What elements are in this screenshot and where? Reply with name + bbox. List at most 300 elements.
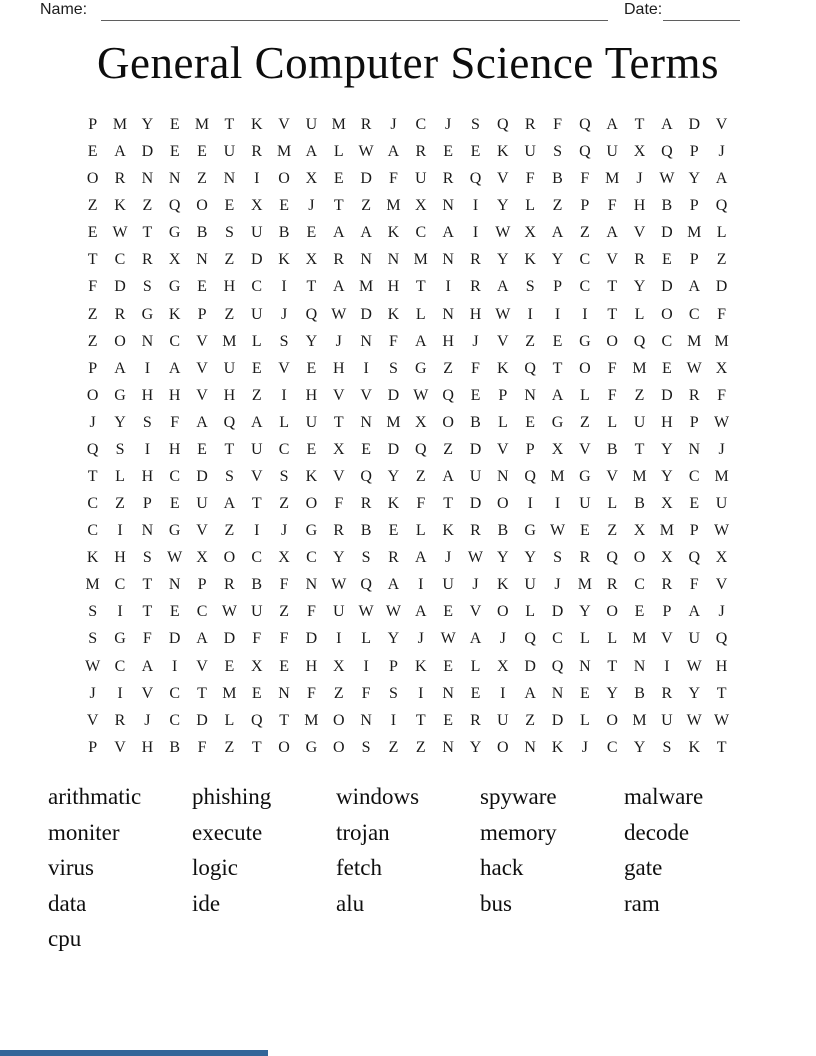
grid-letter: D [196, 468, 208, 486]
grid-letter: Z [224, 522, 235, 540]
grid-letter: Z [197, 170, 207, 188]
grid-letter: Z [333, 684, 344, 702]
grid-letter: F [607, 197, 617, 215]
grid-letter: W [331, 576, 347, 594]
grid-row [79, 707, 735, 734]
grid-row [79, 463, 735, 490]
grid-letter: R [360, 495, 372, 513]
word-item: logic [192, 855, 238, 881]
grid-letter: M [386, 413, 401, 431]
grid-letter: N [579, 657, 591, 675]
grid-letter: Q [715, 197, 728, 215]
grid-letter: M [222, 684, 237, 702]
grid-row [79, 653, 735, 680]
grid-letter: S [525, 278, 535, 296]
grid-letter: Q [442, 386, 454, 404]
grid-letter: C [169, 332, 181, 350]
grid-letter: Y [141, 116, 154, 133]
grid-letter: K [387, 305, 400, 323]
grid-letter: M [194, 116, 210, 133]
grid-letter: W [686, 657, 702, 675]
grid-letter: Z [443, 440, 454, 458]
grid-letter: R [114, 305, 126, 323]
grid-letter: M [714, 468, 729, 486]
grid-letter: Q [661, 143, 673, 161]
grid-letter: V [661, 630, 673, 648]
grid-letter: I [254, 170, 260, 188]
grid-letter: C [169, 468, 181, 486]
grid-letter: M [714, 332, 729, 350]
grid-row [79, 571, 735, 598]
grid-letter: Q [524, 468, 536, 486]
grid-letter: X [497, 657, 509, 675]
grid-letter: D [661, 386, 673, 404]
grid-row [79, 490, 735, 517]
grid-letter: C [114, 576, 126, 594]
grid-letter: T [716, 738, 727, 756]
grid-letter: E [306, 440, 317, 458]
grid-letter: M [632, 711, 647, 729]
grid-letter: Q [551, 657, 564, 675]
grid-letter: M [632, 359, 647, 377]
grid-letter: U [223, 143, 236, 161]
grid-letter: S [224, 224, 234, 242]
grid-letter: O [278, 170, 290, 188]
grid-letter: R [579, 549, 591, 567]
grid-letter: G [305, 522, 318, 540]
grid-letter: E [197, 278, 207, 296]
grid-letter: O [606, 332, 618, 350]
grid-letter: V [141, 684, 154, 702]
grid-letter: Y [551, 251, 564, 269]
grid-letter: E [470, 684, 481, 702]
grid-letter: H [715, 657, 728, 675]
grid-letter: I [418, 576, 424, 594]
grid-letter: P [88, 359, 98, 377]
grid-letter: P [142, 495, 152, 513]
grid-letter: F [306, 603, 316, 621]
grid-letter: E [87, 224, 98, 242]
grid-letter: U [223, 359, 236, 377]
grid-letter: D [661, 278, 673, 296]
grid-row [79, 192, 735, 219]
grid-row [79, 625, 735, 652]
grid-letter: O [633, 549, 646, 567]
grid-letter: L [251, 332, 262, 350]
grid-letter: Z [279, 603, 289, 621]
grid-letter: N [387, 251, 400, 269]
grid-letter: N [305, 576, 318, 594]
grid-letter: G [579, 468, 591, 486]
grid-letter: Q [415, 440, 427, 458]
grid-letter: J [581, 738, 588, 756]
grid-letter: A [715, 170, 728, 188]
word-bank-column [192, 779, 271, 921]
grid-letter: R [114, 170, 126, 188]
grid-letter: F [170, 413, 180, 431]
grid-letter: L [607, 630, 618, 648]
grid-letter: P [389, 657, 398, 675]
grid-letter: I [554, 495, 561, 513]
grid-letter: A [661, 116, 673, 133]
word-item: alu [336, 890, 365, 916]
grid-letter: I [527, 305, 533, 323]
grid-letter: K [387, 495, 400, 513]
grid-letter: O [497, 495, 509, 513]
grid-letter: X [250, 657, 263, 675]
grid-letter: N [633, 657, 646, 675]
grid-letter: T [87, 468, 98, 486]
grid-letter: U [606, 143, 618, 161]
name-fill-line [101, 20, 608, 21]
grid-letter: L [579, 711, 590, 729]
grid-letter: O [579, 359, 591, 377]
grid-letter: I [117, 684, 123, 702]
grid-letter: P [689, 251, 699, 269]
grid-letter: Y [387, 630, 400, 648]
grid-letter: X [278, 549, 290, 567]
grid-letter: M [304, 711, 319, 729]
grid-letter: N [442, 251, 454, 269]
grid-letter: M [331, 116, 346, 133]
grid-letter: D [387, 440, 400, 458]
grid-letter: D [661, 224, 673, 242]
grid-row [79, 598, 735, 625]
grid-letter: E [525, 413, 536, 431]
grid-letter: K [278, 251, 290, 269]
grid-letter: U [196, 495, 208, 513]
grid-letter: Y [524, 549, 536, 567]
grid-letter: W [714, 711, 730, 729]
grid-letter: A [415, 603, 427, 621]
grid-letter: S [553, 143, 562, 161]
word-item: execute [192, 819, 263, 845]
grid-letter: I [582, 305, 588, 323]
grid-letter: M [632, 630, 647, 648]
grid-letter: Q [524, 630, 536, 648]
grid-letter: F [279, 576, 289, 594]
grid-letter: H [305, 657, 318, 675]
grid-letter: F [607, 386, 617, 404]
grid-letter: E [197, 440, 207, 458]
grid-letter: B [661, 197, 673, 215]
grid-letter: D [551, 603, 564, 621]
grid-letter: I [254, 522, 260, 540]
grid-letter: O [332, 738, 345, 756]
grid-row [79, 328, 735, 355]
grid-letter: N [278, 684, 290, 702]
grid-row [79, 436, 735, 463]
grid-letter: P [689, 197, 699, 215]
grid-letter: E [443, 657, 454, 675]
grid-letter: E [224, 197, 235, 215]
grid-letter: Q [250, 711, 263, 729]
grid-letter: K [551, 738, 564, 756]
word-item: windows [336, 784, 420, 809]
grid-letter: C [87, 495, 98, 513]
grid-letter: C [661, 332, 673, 350]
grid-letter: T [333, 413, 344, 431]
grid-letter: U [497, 711, 509, 729]
grid-letter: X [250, 197, 263, 215]
grid-letter: Z [415, 468, 426, 486]
grid-letter: R [333, 522, 345, 540]
grid-letter: Y [661, 468, 673, 486]
grid-letter: A [387, 143, 400, 161]
grid-letter: B [634, 684, 645, 702]
grid-letter: I [472, 197, 479, 215]
grid-letter: C [634, 576, 645, 594]
grid-letter: G [551, 413, 564, 431]
grid-letter: A [688, 278, 701, 296]
grid-letter: E [552, 332, 563, 350]
grid-letter: I [117, 522, 123, 540]
grid-letter: I [445, 278, 451, 296]
grid-letter: Y [633, 738, 646, 756]
grid-letter: S [389, 359, 398, 377]
grid-letter: C [278, 440, 290, 458]
grid-letter: R [388, 549, 399, 567]
grid-letter: N [168, 576, 181, 594]
grid-letter: P [662, 603, 672, 621]
grid-letter: M [358, 278, 374, 296]
grid-letter: H [223, 386, 236, 404]
grid-letter: J [308, 197, 315, 215]
grid-letter: O [332, 711, 345, 729]
grid-letter: S [361, 549, 371, 567]
grid-letter: E [634, 603, 645, 621]
grid-letter: C [251, 549, 263, 567]
grid-letter: B [497, 522, 509, 540]
grid-letter: L [333, 143, 344, 161]
grid-letter: N [442, 738, 454, 756]
grid-letter: C [415, 116, 427, 133]
grid-letter: P [689, 143, 699, 161]
grid-letter: T [634, 440, 645, 458]
grid-letter: W [714, 413, 730, 431]
grid-letter: G [524, 522, 536, 540]
grid-letter: T [142, 576, 153, 594]
grid-letter: T [415, 278, 426, 296]
grid-letter: Y [114, 413, 126, 431]
grid-letter: U [442, 576, 454, 594]
grid-letter: C [306, 549, 317, 567]
word-item: ram [624, 890, 660, 916]
grid-letter: F [553, 116, 562, 133]
grid-letter: Q [579, 143, 591, 161]
grid-letter: O [497, 603, 509, 621]
grid-letter: V [715, 116, 728, 133]
footer-accent-bar [0, 1050, 268, 1056]
grid-letter: B [552, 170, 563, 188]
grid-letter: U [305, 413, 318, 431]
grid-letter: T [224, 440, 235, 458]
grid-letter: A [168, 359, 181, 377]
grid-letter: Q [469, 170, 482, 188]
grid-letter: V [86, 711, 99, 729]
grid-letter: Y [688, 170, 701, 188]
grid-letter: D [250, 251, 263, 269]
grid-letter: Z [552, 197, 563, 215]
grid-letter: Y [606, 684, 618, 702]
word-item: hack [480, 855, 524, 881]
grid-letter: Z [87, 197, 98, 215]
grid-row [79, 246, 735, 273]
grid-letter: K [305, 468, 318, 486]
grid-letter: G [141, 305, 154, 323]
grid-letter: Z [443, 359, 454, 377]
grid-letter: E [470, 143, 481, 161]
grid-letter: N [360, 251, 372, 269]
grid-letter: P [498, 386, 508, 404]
grid-letter: W [495, 305, 511, 323]
grid-letter: C [114, 657, 126, 675]
word-item: spyware [480, 784, 557, 809]
grid-letter: V [196, 332, 208, 350]
grid-letter: E [169, 116, 180, 133]
grid-letter: R [470, 711, 481, 729]
grid-letter: E [251, 684, 262, 702]
grid-letter: H [661, 413, 673, 431]
grid-letter: M [687, 332, 702, 350]
grid-letter: A [332, 224, 345, 242]
grid-letter: R [333, 251, 345, 269]
grid-letter: C [579, 251, 591, 269]
grid-letter: V [497, 170, 509, 188]
grid-letter: L [607, 413, 618, 431]
grid-letter: I [363, 657, 369, 675]
word-item: arithmatic [48, 784, 142, 809]
grid-letter: M [577, 576, 592, 594]
grid-letter: H [141, 386, 154, 404]
grid-letter: L [634, 305, 645, 323]
grid-letter: I [144, 359, 151, 377]
grid-letter: F [334, 495, 344, 513]
grid-letter: E [443, 143, 454, 161]
grid-letter: Z [579, 413, 590, 431]
grid-letter: E [662, 251, 672, 269]
grid-letter: F [580, 170, 590, 188]
grid-letter: X [332, 440, 345, 458]
grid-letter: A [332, 278, 345, 296]
grid-letter: E [579, 684, 590, 702]
grid-letter: L [115, 468, 125, 486]
word-item: memory [480, 819, 557, 845]
grid-letter: R [442, 170, 454, 188]
grid-letter: H [141, 468, 154, 486]
word-item: data [48, 890, 87, 916]
grid-letter: Z [142, 197, 153, 215]
grid-letter: J [472, 332, 479, 350]
grid-letter: S [361, 738, 371, 756]
grid-letter: S [88, 603, 98, 621]
grid-letter: F [279, 630, 289, 648]
grid-letter: E [197, 143, 207, 161]
grid-letter: A [196, 630, 208, 648]
grid-letter: Z [224, 738, 235, 756]
grid-letter: M [276, 143, 292, 161]
grid-letter: O [86, 170, 99, 188]
grid-letter: O [278, 738, 290, 756]
grid-letter: T [224, 116, 235, 133]
grid-letter: U [633, 413, 646, 431]
grid-row [79, 734, 735, 761]
grid-letter: P [689, 413, 699, 431]
grid-letter: O [606, 711, 618, 729]
grid-letter: M [632, 468, 647, 486]
grid-letter: Y [469, 738, 482, 756]
grid-letter: K [387, 224, 400, 242]
grid-letter: V [332, 468, 345, 486]
grid-letter: K [497, 359, 509, 377]
grid-letter: C [606, 738, 618, 756]
grid-row [79, 111, 735, 138]
grid-letter: J [472, 576, 479, 594]
grid-letter: Z [87, 332, 98, 350]
grid-letter: D [141, 143, 154, 161]
grid-letter: E [224, 657, 235, 675]
grid-letter: E [306, 359, 317, 377]
grid-letter: U [250, 305, 263, 323]
grid-letter: T [415, 711, 426, 729]
grid-letter: F [252, 630, 262, 648]
grid-letter: W [413, 386, 429, 404]
grid-row [79, 382, 735, 409]
grid-letter: Y [497, 197, 509, 215]
grid-letter: J [89, 413, 96, 431]
word-bank-column [48, 779, 141, 957]
grid-letter: I [664, 657, 670, 675]
grid-letter: T [607, 278, 618, 296]
grid-letter: C [87, 522, 98, 540]
grid-letter: W [495, 224, 511, 242]
grid-letter: U [524, 143, 536, 161]
grid-letter: M [659, 522, 674, 540]
grid-letter: X [633, 143, 646, 161]
grid-letter: X [332, 657, 345, 675]
grid-letter: A [606, 116, 618, 133]
grid-letter: G [114, 386, 126, 404]
grid-letter: I [281, 386, 287, 404]
grid-letter: F [88, 278, 98, 296]
grid-letter: V [196, 522, 208, 540]
grid-letter: I [281, 278, 287, 296]
grid-letter: S [279, 468, 289, 486]
grid-letter: R [524, 116, 536, 133]
grid-letter: R [251, 143, 263, 161]
grid-letter: X [661, 495, 673, 513]
grid-letter: W [112, 224, 128, 242]
grid-letter: B [169, 738, 181, 756]
grid-letter: N [168, 170, 181, 188]
grid-letter: D [387, 386, 400, 404]
grid-letter: F [389, 332, 398, 350]
grid-letter: P [197, 576, 207, 594]
grid-letter: K [524, 251, 536, 269]
grid-letter: I [144, 440, 151, 458]
grid-letter: C [688, 468, 700, 486]
word-item: virus [48, 855, 94, 881]
grid-row [79, 409, 735, 436]
grid-letter: T [306, 278, 317, 296]
grid-letter: N [196, 251, 208, 269]
grid-letter: Z [525, 332, 536, 350]
grid-letter: A [223, 495, 236, 513]
grid-letter: A [606, 224, 618, 242]
grid-letter: X [551, 440, 564, 458]
grid-letter: N [524, 738, 536, 756]
grid-letter: W [358, 603, 374, 621]
